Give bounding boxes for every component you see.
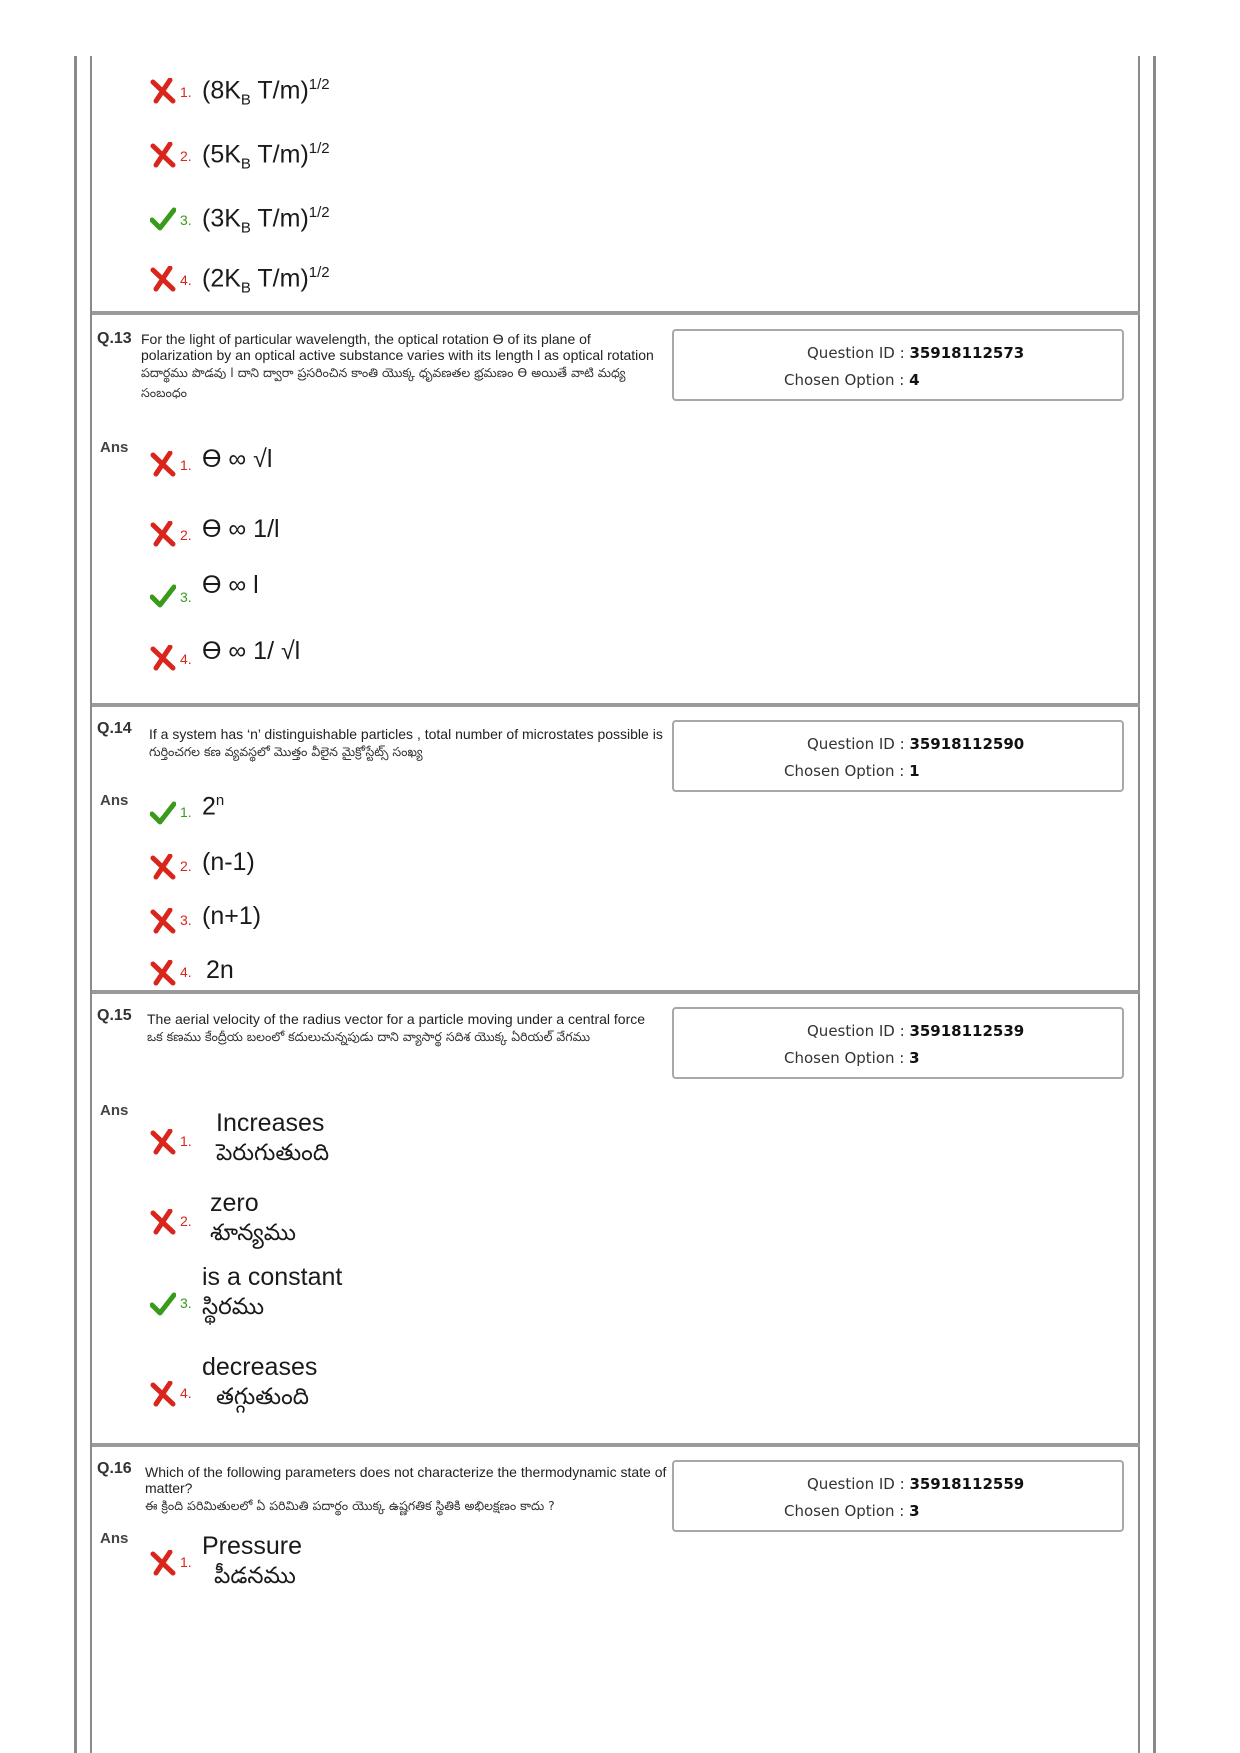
ans-label: Ans	[100, 792, 129, 809]
question-14	[94, 718, 1138, 990]
option-number: 4.	[180, 1385, 192, 1401]
question-id-label: Question ID :	[807, 1022, 905, 1040]
option-text	[202, 1532, 302, 1591]
option-number: 2.	[180, 148, 192, 164]
option-text	[202, 1353, 317, 1412]
right-outer-rule	[1153, 56, 1156, 1753]
option-number: 1.	[180, 84, 192, 100]
option-number: 1.	[180, 1133, 192, 1149]
question-text-en: For the light of particular wavelength, the optical rotation ϴ of its plane of polarization by an optical active substance varies with its length l as optical rotation	[141, 331, 654, 363]
option-text-en: is a constant	[202, 1263, 343, 1291]
option-number: 2.	[180, 858, 192, 874]
correct-check-icon	[150, 583, 176, 609]
wrong-mark-icon	[150, 908, 176, 934]
question-text-en: If a system has ‘n’ distinguishable particles , total number of microstates possible is	[149, 726, 663, 742]
option-sub: B	[240, 155, 251, 173]
option-text-te: శూన్యము	[210, 1220, 297, 1246]
option-text	[202, 1263, 342, 1322]
question-info-box	[672, 1460, 1124, 1532]
wrong-mark-icon	[150, 1550, 176, 1576]
option-number: 3.	[180, 1295, 192, 1311]
question-13	[94, 325, 1138, 703]
option-text	[202, 204, 330, 236]
option-base: (3K	[202, 204, 241, 233]
question-12-options	[94, 56, 1138, 311]
option-text-te: తగ్గుతుంది	[216, 1384, 310, 1410]
option-text	[202, 264, 330, 296]
option-text: (n-1)	[202, 848, 255, 876]
option-text	[202, 140, 330, 172]
question-text	[147, 1011, 669, 1047]
wrong-mark-icon	[150, 142, 176, 168]
correct-check-icon	[150, 206, 176, 232]
question-id-value: 35918112573	[909, 344, 1025, 362]
ans-label: Ans	[100, 1530, 129, 1547]
option-sub: B	[240, 279, 251, 297]
question-text-te: పదార్థము పొడవు l దాని ద్వారా ప్రసరించిన కాంతి యొక్క ధృవణతల భ్రమణం ϴ అయితే వాటి మధ్య సంబంధం	[141, 365, 626, 400]
chosen-option-line	[784, 1502, 920, 1520]
option-number: 4.	[180, 272, 192, 288]
question-id-value: 35918112590	[909, 735, 1025, 753]
option-text: ϴ ∞ √l	[202, 445, 273, 473]
chosen-option-label: Chosen Option :	[784, 371, 905, 389]
option-number: 4.	[180, 964, 192, 980]
question-number: Q.15	[97, 1007, 132, 1024]
chosen-option-line	[784, 762, 920, 780]
chosen-option-value: 3	[909, 1049, 920, 1067]
question-text-en: Which of the following parameters does not characterize the thermodynamic state of matter?	[145, 1464, 667, 1496]
wrong-mark-icon	[150, 521, 176, 547]
option-rest: T/m)	[250, 204, 309, 233]
question-id-value: 35918112539	[909, 1022, 1025, 1040]
option-text-en: zero	[210, 1189, 259, 1217]
option-number: 3.	[180, 212, 192, 228]
question-id-label: Question ID :	[807, 735, 905, 753]
question-info-box	[672, 720, 1124, 792]
chosen-option-label: Chosen Option :	[784, 762, 905, 780]
question-id-line	[807, 1475, 1024, 1493]
option-text-te: స్థిరము	[202, 1294, 265, 1320]
wrong-mark-icon	[150, 1209, 176, 1235]
wrong-mark-icon	[150, 451, 176, 477]
option-rest: T/m)	[250, 76, 309, 105]
option-base: 2	[202, 792, 216, 821]
question-id-line	[807, 1022, 1024, 1040]
option-base: (2K	[202, 264, 241, 293]
ans-label: Ans	[100, 1102, 129, 1119]
question-text-te: గుర్తించగల కణ వ్యవస్థలో మొత్తం వీలైన మైక్రోస్టేట్స్ సంఖ్య	[149, 744, 423, 759]
option-number: 2.	[180, 1213, 192, 1229]
option-sup: 1/2	[308, 264, 330, 281]
option-sup: 1/2	[308, 204, 330, 221]
question-number: Q.16	[97, 1460, 132, 1477]
wrong-mark-icon	[150, 1381, 176, 1407]
question-16	[94, 1458, 1138, 1748]
question-text	[141, 331, 661, 403]
question-id-label: Question ID :	[807, 344, 905, 362]
option-rest: T/m)	[250, 264, 309, 293]
option-text	[216, 1109, 329, 1168]
question-info-box	[672, 329, 1124, 401]
correct-check-icon	[150, 800, 176, 826]
chosen-option-label: Chosen Option :	[784, 1049, 905, 1067]
chosen-option-line	[784, 371, 920, 389]
option-rest: T/m)	[250, 140, 309, 169]
ans-label: Ans	[100, 439, 129, 456]
option-text: (n+1)	[202, 902, 262, 930]
option-text	[202, 792, 224, 821]
question-15	[94, 1005, 1138, 1443]
option-text-te: పెరుగుతుంది	[216, 1140, 330, 1166]
wrong-mark-icon	[150, 1129, 176, 1155]
chosen-option-label: Chosen Option :	[784, 1502, 905, 1520]
question-id-line	[807, 344, 1024, 362]
correct-check-icon	[150, 1291, 176, 1317]
chosen-option-value: 1	[909, 762, 920, 780]
question-id-value: 35918112559	[909, 1475, 1025, 1493]
question-text-te: ఈ క్రింది పరిమితులలో ఏ పరిమితి పదార్థం యొక్క ఉష్ణగతిక స్థితికి అభిలక్షణం కాదు ?	[145, 1498, 555, 1513]
option-base: (5K	[202, 140, 241, 169]
question-info-box	[672, 1007, 1124, 1079]
question-id-label: Question ID :	[807, 1475, 905, 1493]
option-text	[202, 76, 330, 108]
left-outer-rule	[74, 56, 77, 1753]
option-number: 1.	[180, 1554, 192, 1570]
option-text-en: Increases	[216, 1109, 325, 1137]
option-base: (8K	[202, 76, 241, 105]
option-text-en: Pressure	[202, 1532, 303, 1560]
wrong-mark-icon	[150, 645, 176, 671]
section-separator	[92, 1443, 1140, 1447]
option-text-te: పీడనము	[214, 1563, 296, 1589]
question-text	[149, 726, 669, 762]
option-text-en: decreases	[202, 1353, 318, 1381]
option-text: ϴ ∞ l	[202, 571, 259, 599]
option-text: ϴ ∞ 1/l	[202, 515, 280, 543]
section-separator	[92, 990, 1140, 994]
section-separator	[92, 703, 1140, 707]
option-number: 3.	[180, 589, 192, 605]
wrong-mark-icon	[150, 854, 176, 880]
question-text-en: The aerial velocity of the radius vector for a particle moving under a central force	[147, 1011, 646, 1027]
wrong-mark-icon	[150, 960, 176, 986]
question-id-line	[807, 735, 1024, 753]
option-sup: n	[215, 792, 225, 809]
chosen-option-value: 3	[909, 1502, 920, 1520]
chosen-option-line	[784, 1049, 920, 1067]
section-separator	[92, 311, 1140, 315]
question-number: Q.14	[97, 720, 132, 737]
option-text: ϴ ∞ 1/ √l	[202, 637, 301, 665]
option-number: 4.	[180, 651, 192, 667]
option-text: 2n	[206, 956, 234, 984]
question-number: Q.13	[97, 330, 132, 347]
option-sub: B	[240, 91, 251, 109]
question-text	[145, 1464, 670, 1516]
option-sup: 1/2	[308, 76, 330, 93]
wrong-mark-icon	[150, 266, 176, 292]
option-number: 2.	[180, 527, 192, 543]
wrong-mark-icon	[150, 78, 176, 104]
option-text	[210, 1189, 296, 1248]
chosen-option-value: 4	[909, 371, 920, 389]
option-number: 1.	[180, 804, 192, 820]
question-text-te: ఒక కణము కేంద్రీయ బలంలో కదులుచున్నపుడు దాని వ్యాసార్థ సదిశ యొక్క ఏరియల్ వేగము	[147, 1029, 591, 1044]
option-number: 3.	[180, 912, 192, 928]
option-sup: 1/2	[308, 140, 330, 157]
option-sub: B	[240, 219, 251, 237]
option-number: 1.	[180, 457, 192, 473]
